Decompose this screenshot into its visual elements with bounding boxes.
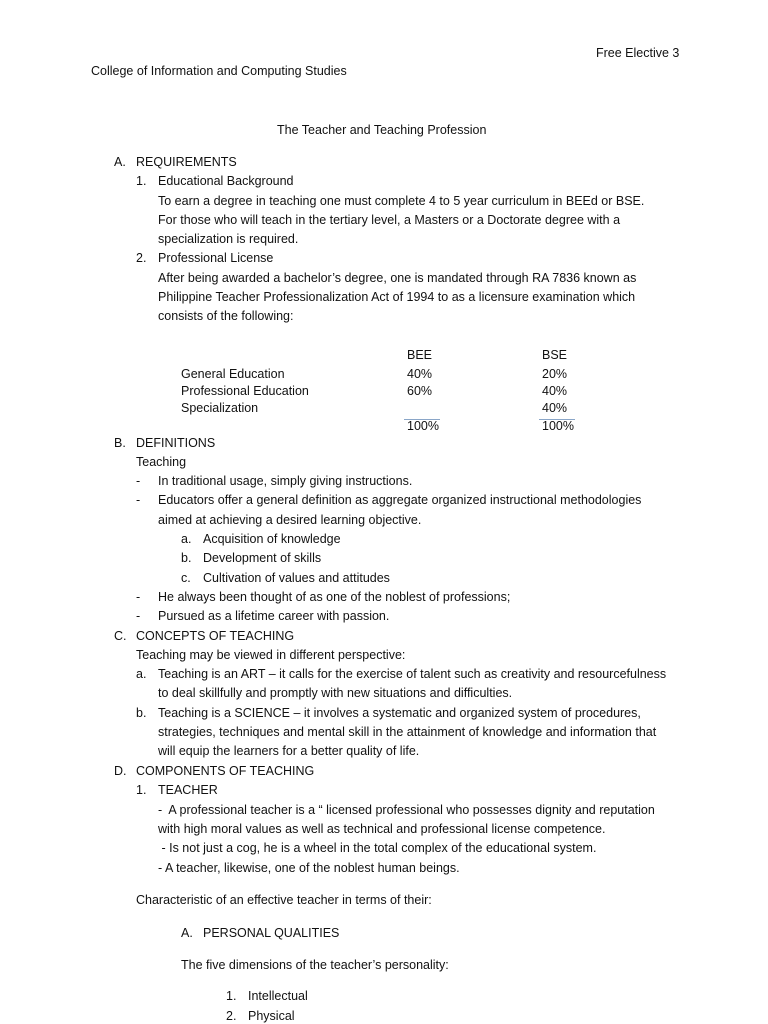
paragraph-line: For those who will teach in the tertiary level, a Masters or a Doctorate degree with a (158, 213, 621, 227)
bullet-text: He always been thought of as one of the noblest of professions; (158, 590, 511, 604)
dash-bullet: - (136, 609, 141, 623)
bullet-text: aimed at achieving a desired learning objective. (158, 513, 422, 527)
list-marker: 2. (226, 1009, 237, 1023)
item-title: Professional License (158, 251, 274, 265)
subheading: PERSONAL QUALITIES (203, 926, 340, 940)
list-item: Intellectual (248, 989, 308, 1003)
paragraph-line: To earn a degree in teaching one must complete 4 to 5 year curriculum in BEEd or BSE. (158, 194, 645, 208)
table-row-label: General Education (181, 367, 285, 381)
section-a-marker: A. (114, 155, 126, 169)
table-cell: 20% (542, 367, 568, 381)
letter-text: Acquisition of knowledge (203, 532, 341, 546)
document-title: The Teacher and Teaching Profession (277, 123, 487, 137)
letter-marker: a. (136, 667, 147, 681)
paragraph-line: specialization is required. (158, 232, 299, 246)
letter-marker: c. (181, 571, 191, 585)
paragraph-line: Philippine Teacher Professionalization Act of 1994 to as a licensure examination which (158, 290, 636, 304)
item-title: Educational Background (158, 174, 294, 188)
dash-bullet: - (136, 590, 141, 604)
table-cell: 40% (542, 384, 568, 398)
paragraph-line: Teaching may be viewed in different perspective: (136, 648, 406, 662)
table-cell: 40% (542, 401, 568, 415)
bullet-text: In traditional usage, simply giving instructions. (158, 474, 413, 488)
table-header: BSE (542, 348, 568, 362)
table-header: BEE (407, 348, 433, 362)
table-row-label: Professional Education (181, 384, 309, 398)
letter-marker: a. (181, 532, 192, 546)
item-number: 1. (136, 783, 147, 797)
letter-marker: A. (181, 926, 193, 940)
paragraph-line: Teaching is an ART – it calls for the exercise of talent such as creativity and resourcefulness (158, 667, 667, 681)
section-c-heading: CONCEPTS OF TEACHING (136, 629, 295, 643)
bullet-text: Pursued as a lifetime career with passion. (158, 609, 390, 623)
dash-bullet: - (136, 474, 141, 488)
dash-bullet: - (136, 493, 141, 507)
table-cell: 40% (407, 367, 433, 381)
paragraph-line: - A professional teacher is a “ licensed professional who possesses dignity and reputation (158, 803, 655, 817)
paragraph-line: The five dimensions of the teacher’s personality: (181, 958, 449, 972)
paragraph-line: After being awarded a bachelor’s degree, one is mandated through RA 7836 known as (158, 271, 637, 285)
college-name: College of Information and Computing Studies (91, 64, 347, 78)
letter-text: Development of skills (203, 551, 322, 565)
item-number: 2. (136, 251, 147, 265)
table-total: 100% (542, 419, 574, 433)
table-total: 100% (407, 419, 439, 433)
paragraph-line: Teaching is a SCIENCE – it involves a systematic and organized system of procedures, (158, 706, 641, 720)
letter-text: Cultivation of values and attitudes (203, 571, 390, 585)
paragraph-line: - Is not just a cog, he is a wheel in the total complex of the educational system. (158, 841, 597, 855)
table-cell: 60% (407, 384, 433, 398)
item-title: TEACHER (158, 783, 218, 797)
list-marker: 1. (226, 989, 237, 1003)
paragraph-line: - A teacher, likewise, one of the noblest human beings. (158, 861, 460, 875)
paragraph-line: will equip the learners for a better quality of life. (158, 744, 420, 758)
bullet-text: Educators offer a general definition as aggregate organized instructional methodologies (158, 493, 642, 507)
section-d-heading: COMPONENTS OF TEACHING (136, 764, 315, 778)
paragraph-line: to deal skillfully and promptly with new situations and difficulties. (158, 686, 513, 700)
letter-marker: b. (181, 551, 192, 565)
paragraph-line: consists of the following: (158, 309, 294, 323)
paragraph-line: strategies, techniques and mental skill in the attainment of knowledge and information that (158, 725, 657, 739)
table-row-label: Specialization (181, 401, 259, 415)
list-item: Physical (248, 1009, 295, 1023)
section-b-heading: DEFINITIONS (136, 436, 216, 450)
subheading: Teaching (136, 455, 187, 469)
paragraph-line: with high moral values as well as technical and professional license competence. (158, 822, 606, 836)
course-label: Free Elective 3 (596, 46, 680, 60)
item-number: 1. (136, 174, 147, 188)
letter-marker: b. (136, 706, 147, 720)
paragraph-line: Characteristic of an effective teacher in terms of their: (136, 893, 432, 907)
section-b-marker: B. (114, 436, 126, 450)
section-c-marker: C. (114, 629, 127, 643)
section-d-marker: D. (114, 764, 127, 778)
section-a-heading: REQUIREMENTS (136, 155, 237, 169)
